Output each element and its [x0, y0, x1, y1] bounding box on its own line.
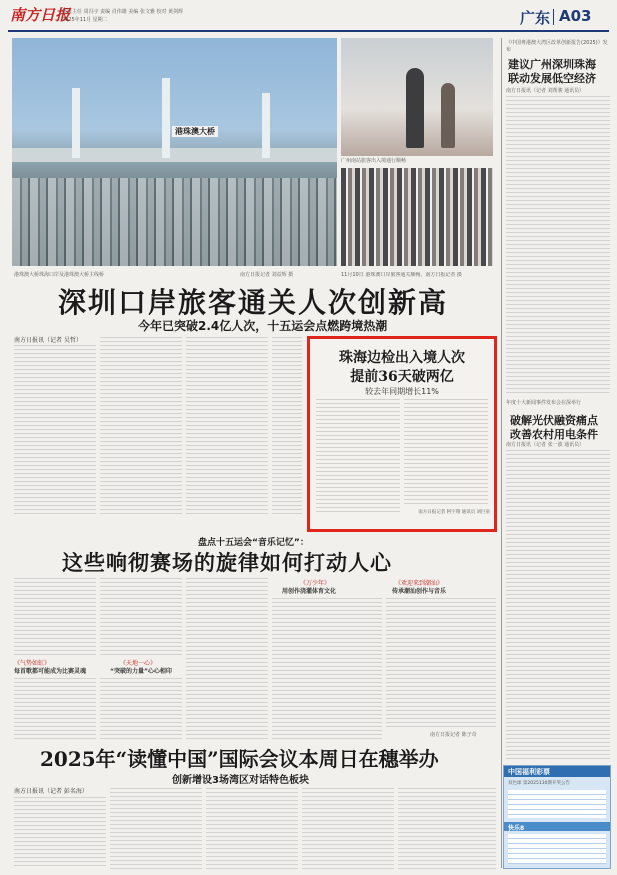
- conference-byline: 南方日报讯（记者 彭名海）: [14, 788, 88, 795]
- ad-title: 中国福利彩票: [508, 768, 550, 776]
- body-text-column: [272, 598, 382, 740]
- right-headline2-line2: 改善农村用电条件: [510, 428, 598, 441]
- page-number: A03: [559, 7, 592, 25]
- boxed-byline: 南方日报记者 阿宇翔 通讯员 刘巨泉: [418, 510, 490, 515]
- boxed-subhead: 较去年同期增长11%: [365, 387, 439, 396]
- right-byline2: 南方日报讯（记者 张一波 通讯员）: [506, 442, 585, 448]
- ad-table: [508, 834, 606, 864]
- bridge-deck: [12, 148, 337, 162]
- body-text-column: [186, 578, 268, 740]
- music-sub4: 《欢迎来到潮汕》: [395, 580, 444, 587]
- body-text-column: [398, 788, 496, 869]
- body-text-column: [14, 678, 96, 740]
- body-text-column: [186, 337, 268, 515]
- body-text-column: [14, 797, 106, 869]
- music-kicker: 盘点十五运会“音乐记忆”：: [198, 538, 309, 548]
- bridge-tower: [72, 88, 80, 158]
- music-sub2: 《天地一心》: [120, 660, 157, 667]
- music-sub3: 《万少年》: [300, 580, 331, 587]
- body-text-column: [14, 345, 96, 515]
- truck-yard: [12, 178, 337, 266]
- section-name: 广东: [520, 9, 551, 27]
- photo-caption: 港珠澳大桥珠海口岸及港珠澳大桥主线桥: [14, 272, 105, 278]
- traveler-figure: [441, 83, 455, 148]
- right-headline1-line1: 建议广州深圳珠海: [508, 58, 596, 71]
- right-byline1: 南方日报讯（记者 刘帮骏 通讯员）: [506, 88, 585, 94]
- right-headline1-line2: 联动发展低空经济: [508, 72, 596, 85]
- music-sub3-title: 用创作浇灌体育文化: [282, 588, 337, 595]
- newspaper-logo: 南方日报: [10, 6, 71, 24]
- main-byline: 南方日报讯（记者 吴哲）: [14, 337, 82, 344]
- boxed-headline-line2: 提前36天破两亿: [350, 369, 454, 385]
- music-headline: 这些响彻赛场的旋律如何打动人心: [62, 550, 392, 575]
- section-divider: [553, 9, 554, 25]
- right-tag1: 《中国粤港澳大湾区改革创新报告(2025)》发布: [506, 40, 608, 53]
- right-headline2-line1: 破解光伏融资痛点: [510, 414, 598, 427]
- masthead-date: 2025年11月 星期二: [62, 17, 108, 23]
- right-tag2: 年度十大新闻事件发布会在深举行: [506, 400, 582, 406]
- ad-subtitle: 双色球 第2025130期开奖公告: [508, 781, 570, 786]
- music-sub2-title: “突破的力量”心心相印: [110, 668, 172, 675]
- body-text-column: [506, 96, 610, 396]
- boxed-body-text: [316, 399, 400, 515]
- music-sub4-title: 传承潮汕创作与音乐: [392, 588, 447, 595]
- conference-subhead: 创新增设3场湾区对话特色板块: [172, 775, 309, 786]
- bridge-photo: [12, 38, 337, 266]
- body-text-column: [100, 578, 182, 658]
- main-headline: 深圳口岸旅客通关人次创新高: [58, 286, 449, 319]
- bridge-tower: [162, 78, 170, 158]
- bridge-tower: [262, 93, 270, 158]
- masthead-info: 值班主任 周冯宇 责编 肖伟雄 美编 张文雅 校对 黄剑辉: [62, 9, 184, 15]
- boxed-story: [307, 336, 497, 532]
- main-subhead: 今年已突破2.4亿人次，十五运会点燃跨境热潮: [138, 319, 388, 333]
- boxed-headline-line1: 珠海边检出入境人次: [339, 350, 465, 366]
- body-text-column: [110, 788, 202, 869]
- bridge-sign: 港珠澳大桥: [172, 126, 218, 137]
- body-text-column: [272, 337, 302, 515]
- masthead: [0, 0, 617, 33]
- conference-headline: 2025年“读懂中国”国际会议本周日在穗举办: [40, 747, 439, 771]
- body-text-column: [506, 450, 610, 762]
- music-byline: 南方日报记者 陈子奇: [430, 732, 477, 738]
- traveler-figure: [406, 68, 424, 148]
- right-column-rule: [501, 38, 502, 868]
- music-sub1: 《气势如虹》: [14, 660, 51, 667]
- crowd-photo: [341, 168, 493, 266]
- body-text-column: [386, 598, 496, 730]
- masthead-rule: [8, 30, 609, 32]
- ad-sub2: 快乐8: [508, 825, 525, 832]
- music-sub1-title: 每首歌都可能成为比赛灵魂: [14, 668, 87, 675]
- photo-caption: 广州南站旅客出入境通行顺畅: [341, 158, 407, 164]
- body-text-column: [302, 788, 394, 869]
- photo-credit: 南方日报记者 刘益辉 摄: [240, 272, 294, 278]
- terminal-photo-top: [341, 38, 493, 156]
- photo-caption: 11月10日 港珠澳口岸旅客通关顺畅，南方日报记者 摄: [341, 272, 462, 278]
- ad-table: [508, 790, 606, 818]
- body-text-column: [14, 578, 96, 658]
- body-text-column: [100, 337, 182, 515]
- body-text-column: [206, 788, 298, 869]
- body-text-column: [100, 678, 182, 740]
- lottery-ad: [503, 765, 611, 869]
- boxed-body-text: [404, 399, 488, 507]
